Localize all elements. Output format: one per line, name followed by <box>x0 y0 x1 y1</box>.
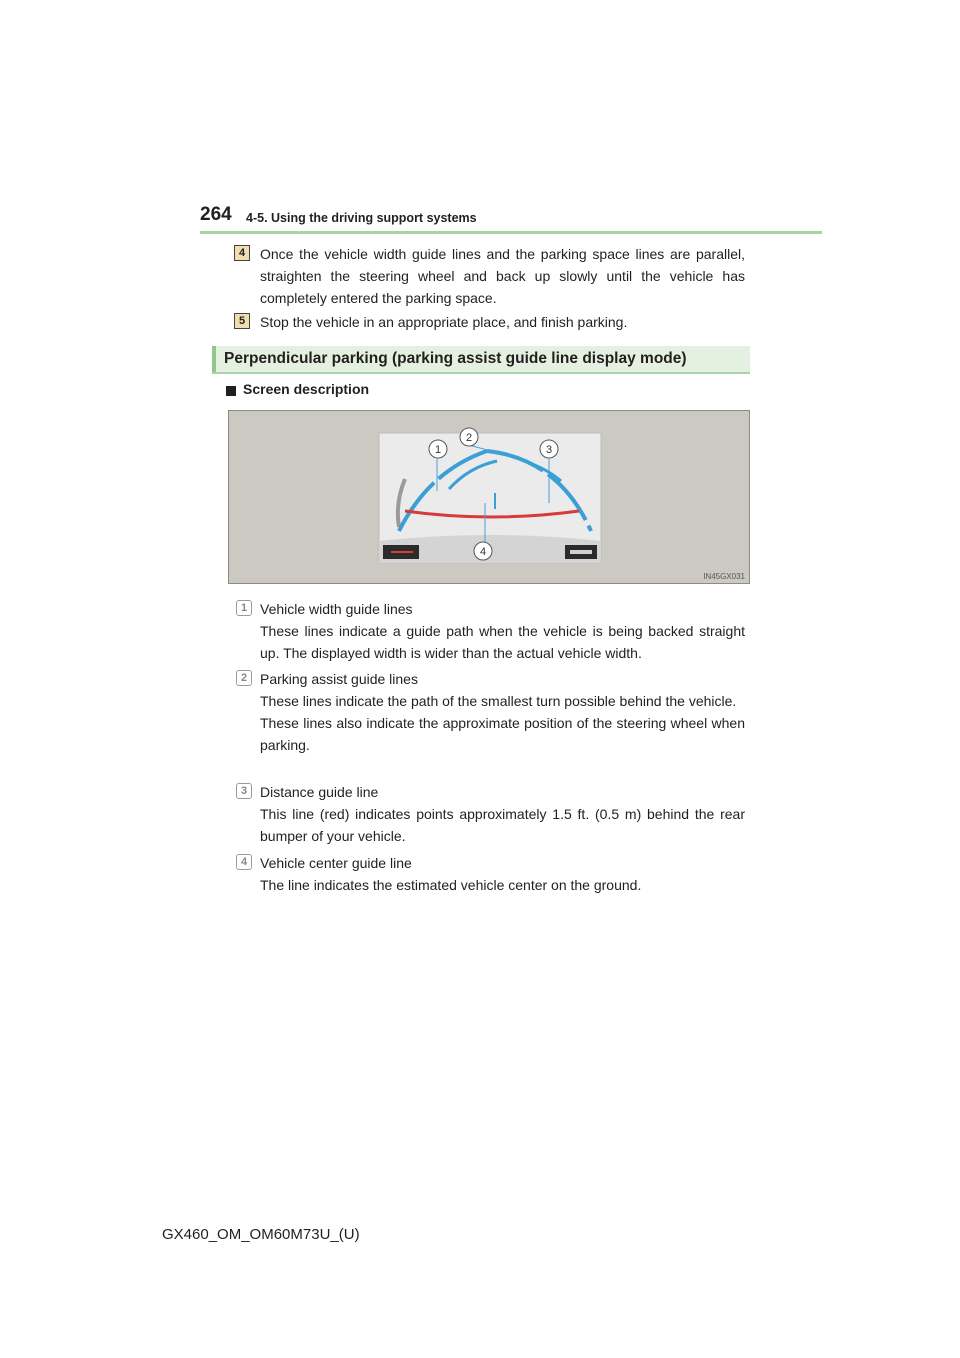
desc-title-4: Vehicle center guide line <box>260 855 412 871</box>
desc-body-2b: These lines also indicate the approximate position of the steering wheel when parking. <box>260 715 745 753</box>
desc-title-1: Vehicle width guide lines <box>260 601 413 617</box>
footer-manual-code: GX460_OM_OM60M73U_(U) <box>162 1226 360 1243</box>
desc-title-2: Parking assist guide lines <box>260 671 418 687</box>
callout-3 <box>540 440 558 458</box>
desc-body-3: This line (red) indicates points approximately 1.5 ft. (0.5 m) behind the rear bumper of your vehicle. <box>260 806 745 844</box>
screen-left-button-mark <box>391 551 413 553</box>
header-divider <box>200 231 822 234</box>
screen-right-button-mark <box>570 550 592 554</box>
page-number: 264 <box>200 204 232 225</box>
desc-title-3: Distance guide line <box>260 784 379 800</box>
bullet-square-icon <box>226 386 236 396</box>
desc-item-3 <box>260 781 745 847</box>
desc-body-4: The line indicates the estimated vehicle center on the ground. <box>260 877 642 893</box>
desc-item-4 <box>260 852 745 896</box>
desc-item-2 <box>260 668 745 756</box>
callout-label-3: 3 <box>545 444 553 456</box>
step-badge-4: 4 <box>234 245 250 261</box>
desc-item-1 <box>260 598 745 664</box>
callout-1 <box>429 440 447 458</box>
desc-badge-4: 4 <box>236 854 252 870</box>
callout-label-2: 2 <box>465 432 473 444</box>
step-badge-5: 5 <box>234 313 250 329</box>
desc-badge-3: 3 <box>236 783 252 799</box>
figure-code: IN45GX031 <box>703 572 745 581</box>
section-heading-text: Perpendicular parking (parking assist guide line display mode) <box>224 350 687 367</box>
figure-illustration <box>229 411 751 585</box>
callout-4 <box>474 542 492 560</box>
section-title: 4-5. Using the driving support systems <box>246 211 477 225</box>
section-heading <box>212 346 750 374</box>
desc-badge-2: 2 <box>236 670 252 686</box>
subheading: Screen description <box>243 381 370 397</box>
step-text-5: Stop the vehicle in an appropriate place, and finish parking. <box>260 314 628 330</box>
camera-screen-figure <box>228 410 750 584</box>
callout-label-1: 1 <box>434 444 442 456</box>
step-text-4: Once the vehicle width guide lines and the parking space lines are parallel, straighten the steering wheel and back up slowly until the vehicle has completely entered the parking space. <box>260 246 745 306</box>
desc-body-1: These lines indicate a guide path when the vehicle is being backed straight up. The displayed width is wider than the actual vehicle width. <box>260 623 745 661</box>
heading-accent <box>212 346 216 372</box>
desc-badge-1: 1 <box>236 600 252 616</box>
desc-body-2: These lines indicate the path of the smallest turn possible behind the vehicle. <box>260 693 737 709</box>
callout-label-4: 4 <box>479 546 487 558</box>
callout-2 <box>460 428 478 446</box>
